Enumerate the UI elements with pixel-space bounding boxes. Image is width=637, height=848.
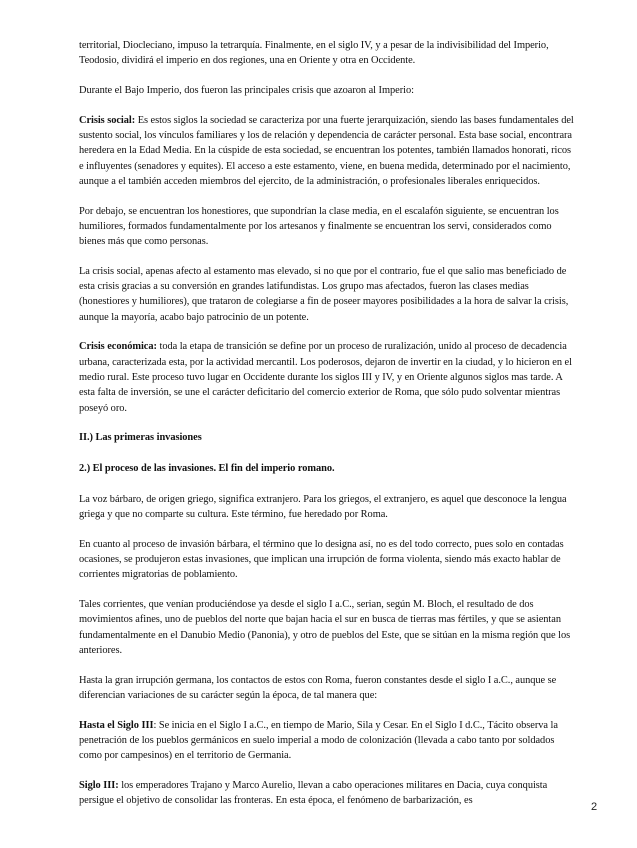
paragraph (79, 38, 576, 69)
paragraph-text: los emperadores Trajano y Marco Aurelio, llevan a cabo operaciones militares en Dacia, cuya conquista persigue el objetivo de consolidar las fronteras. En esta época, el fenómeno de barbarización, es (79, 779, 548, 807)
paragraph-lead: Siglo III: (79, 779, 119, 791)
paragraph-text: Durante el Bajo Imperio, dos fueron las principales crisis que azoaron al Imperio: (79, 84, 414, 96)
paragraph (79, 83, 576, 98)
paragraph (79, 204, 576, 250)
paragraph-text: Es estos siglos la sociedad se caracteriza por una fuerte jerarquización, siendo las bases fundamentales del sustento social, los vínculos familiares y los de relación y dependencia de carácter personal. Esta base social, encontrara heredera en la Edad Media. En la cúspide de esta sociedad, se encuentran los potentes, también llamados honorati, ricos e influyentes (senadores y equites). El acceso a este estamento, viene, en buena medida, determinado por el nacimiento, aunque a el también acceden miembros del ejercito, de la administración, o profesionales liberales enriquecidos. (79, 114, 574, 187)
paragraph-text: : Se inicia en el Siglo I a.C., en tiempo de Mario, Sila y Cesar. En el Siglo I d.C., Tácito observa la penetración de los pueblos germánicos en suelo imperial a modo de colonización (llevada a cabo tanto por soldados como por campesinos) en el territorio de Germania. (79, 719, 558, 762)
paragraph (79, 492, 576, 523)
page-content (79, 38, 576, 823)
paragraph (79, 339, 576, 415)
paragraph (79, 778, 576, 809)
paragraph (79, 673, 576, 704)
section-heading: II.) Las primeras invasiones (79, 432, 202, 444)
paragraph-lead: Hasta el Siglo III (79, 719, 154, 731)
paragraph-text: toda la etapa de transición se define por un proceso de ruralización, unido al proceso de decadencia urbana, caracterizada esta, por la actividad mercantil. Los poderosos, dejaron de invertir en la ciudad, y lo hicieron en el medio rural. Este proceso tuvo lugar en Occidente durante los siglos III y IV, y en Oriente algunos siglos mas tarde. A esta falta de inversión, se une el carácter deficitario del comercio exterior de Roma, que sólo pudo solventar mientras poseyó oro. (79, 341, 572, 414)
paragraph-text: territorial, Diocleciano, impuso la tetrarquía. Finalmente, en el siglo IV, y a pesar de la indivisibilidad del Imperio, Teodosio, dividirá el imperio en dos regiones, una en Oriente y otra en Occidente. (79, 40, 549, 67)
paragraph-text: Tales corrientes, que venían produciéndose ya desde el siglo I a.C., serian, según M. Bloch, el resultado de dos movimientos afines, uno de pueblos del norte que bajan hacia el sur en busca de tierras mas fértiles, y que se asientan fundamentalmente en el Danubio Medio (Panonia), y otro de pueblos del Este, que se sitúan en la misma región que los anteriores. (79, 599, 571, 657)
paragraph (79, 597, 576, 658)
paragraph-lead: Crisis social: (79, 114, 136, 126)
paragraph-text: La crisis social, apenas afecto al estamento mas elevado, si no que por el contrario, fue el que salio mas beneficiado de esta crisis gracias a su conversión en grandes latifundistas. Los grupo mas afectados, fueron las clases medias (honestiores y humiliores), que trataron de colegiarse a fin de poseer mayores posibilidades a la hora de salvar la crisis, aunque la mayoría, acabo bajo patrocinio de un potente. (79, 265, 569, 323)
paragraph-text: En cuanto al proceso de invasión bárbara, el término que lo designa así, no es del todo correcto, pues solo en contadas ocasiones, se produjeron estas invasiones, que implican una irrupción de forma violenta, siendo más exacto hablar de corrientes migratorias de poblamiento. (79, 538, 564, 581)
paragraph-text: Hasta la gran irrupción germana, los contactos de estos con Roma, fueron constantes desde el siglo I a.C., aunque se diferencian variaciones de su carácter según la época, de tal manera que: (79, 674, 557, 702)
page-number: 2 (591, 801, 598, 813)
paragraph (79, 264, 576, 325)
paragraph (79, 537, 576, 583)
section-heading: 2.) El proceso de las invasiones. El fin del imperio romano. (79, 463, 335, 475)
paragraph-text: La voz bárbaro, de origen griego, significa extranjero. Para los griegos, el extranjero, es aquel que desconoce la lengua griega y que no comparte su cultura. Este término, fue heredado por Roma. (79, 493, 567, 521)
paragraph (79, 113, 576, 189)
paragraph-text: Por debajo, se encuentran los honestiores, que supondrían la clase media, en el escalafón siguiente, se encuentran los humiliores, formados fundamentalmente por los artesanos y finalmente se encuentran los servi, considerados como bienes más que como personas. (79, 205, 559, 248)
paragraph (79, 718, 576, 764)
paragraph-lead: Crisis económica: (79, 341, 157, 353)
